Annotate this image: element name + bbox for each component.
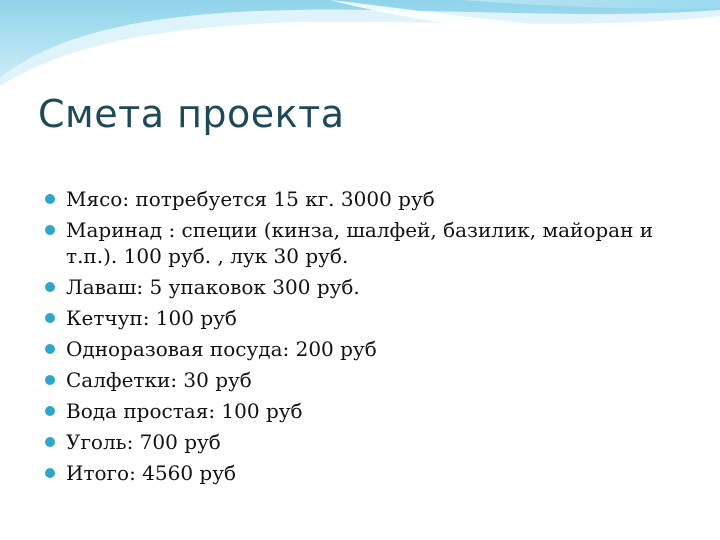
header-wave-decoration bbox=[0, 0, 720, 90]
bullet-icon bbox=[45, 225, 55, 235]
slide-title: Смета проекта bbox=[38, 92, 345, 136]
list-item-text: Вода простая: 100 руб bbox=[66, 399, 303, 423]
list-item bbox=[44, 305, 684, 331]
list-item-text: Лаваш: 5 упаковок 300 руб. bbox=[66, 275, 360, 299]
bullet-icon bbox=[45, 406, 55, 416]
list-item bbox=[44, 274, 684, 300]
bullet-icon bbox=[45, 344, 55, 354]
list-item bbox=[44, 217, 684, 269]
list-item-text: Салфетки: 30 руб bbox=[66, 368, 252, 392]
list-item-text: Маринад : специи (кинза, шалфей, базилик, майоран и т.п.). 100 руб. , лук 30 руб. bbox=[66, 218, 654, 268]
list-item-text: Кетчуп: 100 руб bbox=[66, 306, 237, 330]
list-item-text: Одноразовая посуда: 200 руб bbox=[66, 337, 377, 361]
list-item bbox=[44, 367, 684, 393]
bullet-icon bbox=[45, 313, 55, 323]
bullet-icon bbox=[45, 194, 55, 204]
list-item bbox=[44, 336, 684, 362]
bullet-icon bbox=[45, 375, 55, 385]
bullet-icon bbox=[45, 282, 55, 292]
list-item bbox=[44, 398, 684, 424]
list-item bbox=[44, 429, 684, 455]
list-item-text: Итого: 4560 руб bbox=[66, 461, 237, 485]
cost-list bbox=[44, 186, 684, 491]
list-item bbox=[44, 186, 684, 212]
list-item bbox=[44, 460, 684, 486]
list-item-text: Мясо: потребуется 15 кг. 3000 руб bbox=[66, 187, 435, 211]
bullet-icon bbox=[45, 468, 55, 478]
list-item-text: Уголь: 700 руб bbox=[66, 430, 221, 454]
bullet-icon bbox=[45, 437, 55, 447]
